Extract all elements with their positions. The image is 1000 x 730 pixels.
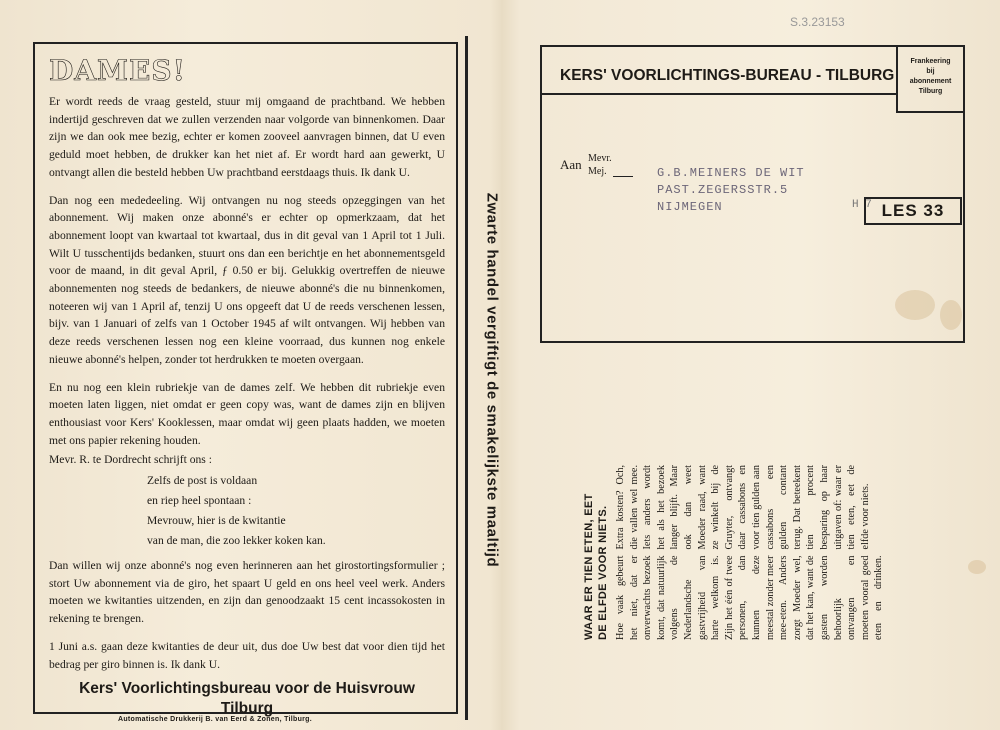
franking-box (896, 47, 963, 113)
franking-line: Frankeering (910, 58, 951, 65)
paragraph: Dan willen wij onze abonné's nog even herinneren aan het girostortingsformulier ; stort Uw abonnement via de giro, het spaart U geld en ons heel veel werk. Anders moeten we kwitanties uitzenden, en zijn dan genoodzaakt 15 cent incassokosten in rekening te brengen. (49, 559, 445, 626)
article-heading: DE ELFDE VOOR NIETS. (597, 505, 609, 640)
divider-line (465, 36, 468, 720)
divider (542, 93, 898, 95)
signature-line: Tilburg (220, 700, 274, 718)
poem-line: van de man, die zoo lekker koken kan. (147, 534, 326, 548)
salutation (588, 152, 612, 178)
franking-line: bij (926, 68, 935, 75)
spine-text: Zwarte handel vergiftigt de smakelijkste maaltijd (483, 192, 501, 568)
notice-panel (33, 42, 458, 718)
paragraph: 1 Juni a.s. gaan deze kwitanties de deur uit, dus doe Uw best dat voor dien tijd het bedrag per giro binnen is. Ik dank U. (49, 639, 445, 671)
address-stamp (657, 165, 805, 216)
spine-slogan (482, 160, 502, 600)
stain (968, 560, 986, 574)
mej-label: Mej. (588, 166, 607, 177)
article-text: Hoe vaak gebeurt het niet, dat er onverwachts bezoek komt, dat natuurlijk volgens de Nederlandsche gastvrijheid van harte welkom is. Zijn het één of twee personen, dan kunnen deze meestal zonder meer mee-eten. Anders zorgt Moeder wel, dat het kan, want de gasten worden behoorlijk ontvangen en moeten vooral goed eten en drinken. Extra kosten? Och, die vallen wel mee. Iets anders wordt het als het bezoek langer blijft. Maar ook dan weet Moeder raad, want ze winkelt bij de Gruyter, ontvangt daar cassabons en voor tien gulden aan cassabons een gulden contant terug. Dat beteekent tien procent besparing op haar uitgaven of: waar er tien eten, eet de elfde voor niets. (615, 465, 885, 640)
envelope-title: KERS' VOORLICHTINGS-BUREAU - TILBURG (560, 67, 895, 84)
poem-line: Mevrouw, hier is de kwitantie (147, 514, 286, 528)
article-heading: WAAR ER TIEN ETEN, EET (583, 493, 595, 640)
printer-line: Automatische Drukkerij B. van Eerd & Zonen, Tilburg. (118, 716, 313, 723)
mevr-label: Mevr. (588, 153, 612, 164)
notice-title: DAMES! (49, 54, 186, 87)
signature (49, 679, 445, 719)
paragraph: En nu nog een klein rubriekje van de dames zelf. We hebben dit rubriekje even moeten laten liggen, niet omdat er geen copy was, want de dames zijn en blijven enthousiast voor Kers' Kooklessen, maar omdat wij geen plaats hadden, we moeten met ons papier rekening houden. (49, 380, 445, 447)
rotated-article (582, 440, 914, 640)
lesson-badge: LES 33 (864, 197, 962, 225)
aan-label: Aan (560, 157, 582, 172)
paragraph: Er wordt reeds de vraag gesteld, stuur mij omgaand de prachtband. We hebben indertijd geschreven dat we zullen verzenden naar volgorde van binnenkomen. Daar zijn we dan ook mee bezig, echter er komen zooveel aanvragen binnen, dat U even geduld moet hebben, de drukker kan het niet af. Er wordt hard aan gewerkt, U ontvangt allen die besteld hebben Uw prachtband eerstdaags thuis. Ik dank U. (49, 95, 445, 179)
address-line: G.B.MEINERS DE WIT (657, 166, 805, 180)
franking-line: Tilburg (918, 88, 943, 95)
archive-code: S.3.23153 (790, 15, 845, 29)
paragraph: Mevr. R. te Dordrecht schrijft ons : (49, 453, 212, 467)
underline (613, 176, 633, 177)
h-mark: H 7 (852, 199, 872, 211)
poem (147, 471, 445, 551)
address-line: PAST.ZEGERSSTR.5 (657, 183, 789, 197)
franking-line: abonnement (909, 78, 952, 85)
signature-line: Kers' Voorlichtingsbureau voor de Huisvrouw (79, 680, 415, 698)
poem-line: Zelfs de post is voldaan (147, 474, 258, 488)
address-line: NIJMEGEN (657, 200, 723, 214)
paragraph: Dan nog een mededeeling. Wij ontvangen nu nog steeds opzeggingen van het abonnement. Wij maken onze abonné's er echter op opmerkzaam, dat het abonnement loopt van kwartaal tot kwartaal, dus in dit geval van 1 April tot 1 Juli. Wilt U tusschentijds bedanken, stuurt ons dan een berichtje en het abonnementsgeld voor de maand, in dit geval April, ƒ 0.50 er bij. Gelukkig overtreffen de nieuwe abonnementen nog steeds de bedankers, de nieuwe abonné's die nu binnenkomen, noteeren wij van 1 April af, tenzij U ons opgeeft dat U de reeds verschenen lessen, bijv. van 1 Januari of zelfs van 1 October 1945 af wilt ontvangen. Wij hebben van deze reeds verschenen lessen nog een kleine voorraad, dus kunnen nog enkele nieuwe abonné's helpen, zonder tot herdrukken te moeten overgaan. (49, 193, 445, 366)
poem-line: en riep heel spontaan : (147, 494, 252, 508)
address-panel (540, 45, 965, 343)
